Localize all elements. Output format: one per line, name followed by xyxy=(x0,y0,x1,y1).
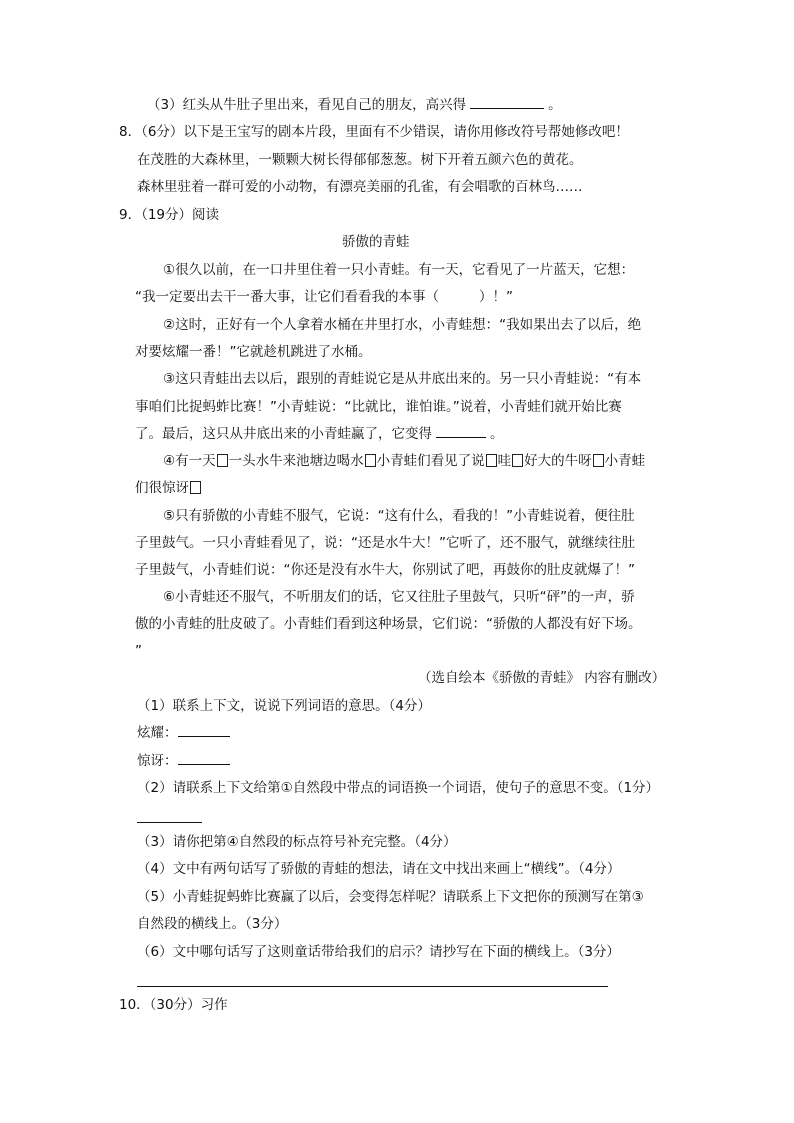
subq-1-word2: 惊讶： xyxy=(137,752,230,770)
para-1a: ①很久以前，在一口井里住着一只小青蛙。有一天，它看见了一片蓝天，它想： xyxy=(163,262,635,278)
q10-title: 10．（30分）习作 xyxy=(119,997,228,1013)
punctuation-box[interactable] xyxy=(365,454,376,467)
para-6b: 傲的小青蛙的肚皮破了。小青蛙们看到这种场景，它们说：“骄傲的人都没有好下场。 xyxy=(135,616,642,632)
para-2b: 对要炫耀一番！”它就趁机跳进了水桶。 xyxy=(135,344,372,360)
answer-line[interactable] xyxy=(137,822,202,823)
para-6a: ⑥小青蛙还不服气，不听朋友们的话，它又往肚子里鼓气，只听“砰”的一声，骄 xyxy=(163,589,635,605)
para-3b: 事咱们比捉蚂蚱比赛！”小青蛙说：“比就比，谁怕谁。”说着，小青蛙们就开始比赛 xyxy=(135,399,622,415)
answer-blank[interactable] xyxy=(470,96,544,109)
para-3c: 了。最后，这只从井底出来的小青蛙赢了，它变得 。 xyxy=(135,426,504,442)
punctuation-box[interactable] xyxy=(512,454,523,467)
punctuation-box[interactable] xyxy=(486,454,497,467)
subq-4: （4）文中有两句话写了骄傲的青蛙的想法，请在文中找出来画上“横线”。（4分） xyxy=(137,861,621,877)
answer-blank[interactable] xyxy=(178,724,230,737)
answer-blank[interactable] xyxy=(178,752,230,765)
subq-6: （6）文中哪句话写了这则童话带给我们的启示？请抄写在下面的横线上。（3分） xyxy=(137,944,620,960)
para-6c: ” xyxy=(135,643,142,659)
subq-1-word1: 炫耀： xyxy=(137,724,230,742)
para-4b: 们很惊讶 xyxy=(135,479,202,497)
punctuation-box[interactable] xyxy=(190,481,201,494)
subq-5b: 自然段的横线上。（3分） xyxy=(137,916,288,932)
q7-sub3: （3）红头从牛肚子里出来，看见自己的朋友，高兴得 。 xyxy=(147,97,562,113)
para-2a: ②这时，正好有一个人拿着水桶在井里打水，小青蛙想：“我如果出去了以后，绝 xyxy=(163,317,642,333)
para-4a: ④有一天 一头水牛来池塘边喝水 小青蛙们看见了说 哇 好大的牛呀 小青蛙 xyxy=(163,453,646,469)
para-1b: “我一定要出去干一番大事，让它们看看我的本事（ ）！” xyxy=(135,289,513,305)
subq-3: （3）请你把第④自然段的标点符号补充完整。（4分） xyxy=(137,834,457,850)
subq-2: （2）请联系上下文给第①自然段中带点的词语换一个词语，使句子的意思不变。（1分） xyxy=(137,780,660,796)
punctuation-box[interactable] xyxy=(217,454,228,467)
q8-title: 8．（6分）以下是王宝写的剧本片段，里面有不少错误，请你用修改符号帮她修改吧！ xyxy=(119,124,629,140)
q8-line2: 森林里驻着一群可爱的小动物，有漂亮美丽的孔雀，有会唱歌的百林鸟…… xyxy=(137,179,583,195)
punctuation-box[interactable] xyxy=(593,454,604,467)
subq-5a: （5）小青蛙捉蚂蚱比赛赢了以后，会变得怎样呢？请联系上下文把你的预测写在第③ xyxy=(137,889,644,905)
story-title: 骄傲的青蛙 xyxy=(342,234,410,250)
answer-blank[interactable] xyxy=(436,425,486,438)
para-5b: 子里鼓气。一只小青蛙看见了，说：“还是水牛大！”它听了，还不服气，就继续往肚 xyxy=(135,535,635,551)
subq-1: （1）联系上下文，说说下列词语的意思。（4分） xyxy=(137,698,431,714)
answer-line[interactable] xyxy=(137,986,608,987)
para-5c: 子里鼓气，小青蛙们说：“你还是没有水牛大，你别试了吧，再鼓你的肚皮就爆了！” xyxy=(135,562,635,578)
q9-title: 9．（19分）阅读 xyxy=(119,207,220,223)
source-note: （选自绘本《骄傲的青蛙》 内容有删改） xyxy=(418,670,666,686)
para-5a: ⑤只有骄傲的小青蛙不服气，它说：“这有什么，看我的！”小青蛙说着，便往肚 xyxy=(163,508,635,524)
para-3a: ③这只青蛙出去以后，跟别的青蛙说它是从井底出来的。另一只小青蛙说：“有本 xyxy=(163,371,642,387)
q8-line1: 在茂胜的大森林里，一颗颗大树长得郁郁葱葱。树下开着五颜六色的黄花。 xyxy=(137,152,583,168)
